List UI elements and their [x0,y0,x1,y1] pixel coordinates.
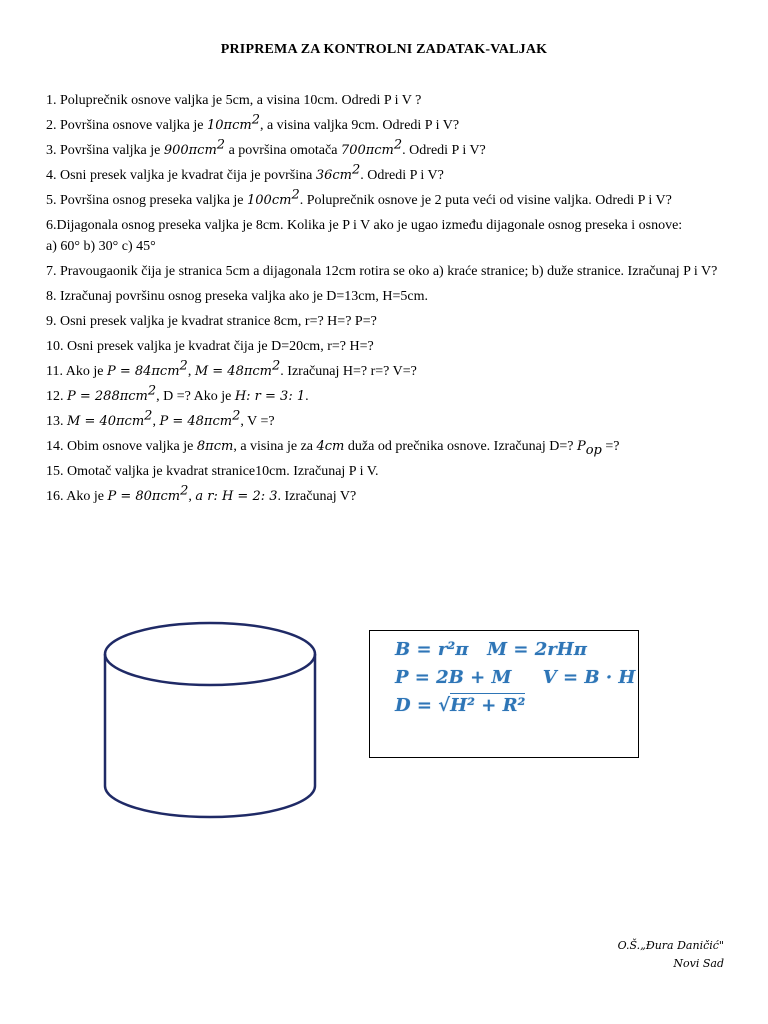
formula-base-lateral: B = r²π M = 2rHπ [395,639,587,660]
problem-11: 11. Ako je P = 84πcm$^2$, M = 48πcm$^2$. Izračunaj H=? r=? V=? [46,358,417,379]
formula-diagonal: D = √H² + R² [395,695,526,716]
problem-15: 15. Omotač valjka je kvadrat stranice10cm. Izračunaj P i V. [46,464,379,479]
problem-16: 16. Ako je P = 80πcm$^2$, a r: H = 2: 3. Izračunaj V? [46,483,357,504]
problem-3: 3. Površina valjka je 900πcm$^2$ a površina omotača 700πcm$^2$. Odredi P i V? [46,137,486,158]
problem-7: 7. Pravougaonik čija je stranica 5cm a dijagonala 12cm rotira se oko a) kraće stranice; b) duže stranice. Izračunaj P i V? [46,264,718,279]
problem-6: 6.Dijagonala osnog preseka valjka je 8cm. Kolika je P i V ako je ugao između dijagonale osnog preseka i osnove: [46,218,683,233]
problem-1: 1. Poluprečnik osnove valjka je 5cm, a visina 10cm. Odredi P i V ? [46,93,422,108]
formula-surface-volume: P = 2B + M V = B · H [395,667,636,688]
problem-12: 12. P = 288πcm$^2$, D =? Ako je H: r = 3: 1. [46,383,309,404]
formula-box [369,630,639,758]
problem-5: 5. Površina osnog preseka valjka je $100cm^2$. Poluprečnik osnove je 2 puta veći od visine valjka. Odredi P i V? [46,187,672,208]
page-title: PRIPREMA ZA KONTROLNI ZADATAK-VALJAK [220,42,548,57]
problem-9: 9. Osni presek valjka je kvadrat stranice 8cm, r=? H=? P=? [46,314,377,329]
problem-4: 4. Osni presek valjka je kvadrat čija je površina $36cm^2$. Odredi P i V? [46,162,444,183]
school-signature [618,937,724,973]
problem-8: 8. Izračunaj površinu osnog preseka valjka ako je D=13cm, H=5cm. [46,289,429,304]
school-city: Novi Sad [673,957,724,970]
problem-list [46,92,722,513]
problem-13: 13. M = 40πcm$^2$, P = 48πcm$^2$, V =? [46,408,275,429]
school-name: O.Š.„Đura Daničić" [617,939,724,952]
problem-10: 10. Osni presek valjka je kvadrat čija je D=20cm, r=? H=? [46,339,374,354]
problem-14: 14. Obim osnove valjka je 8πcm, a visina je za 4cm duža od prečnika osnove. Izračunaj D=? $P_{op}$ =? [46,439,620,458]
cylinder-drawing [98,618,322,824]
problem-6-options: a) 60° b) 30° c) 45° [46,239,156,254]
problem-2: 2. Površina osnove valjka je 10πcm$^2$, a visina valjka 9cm. Odredi P i V? [46,112,460,133]
